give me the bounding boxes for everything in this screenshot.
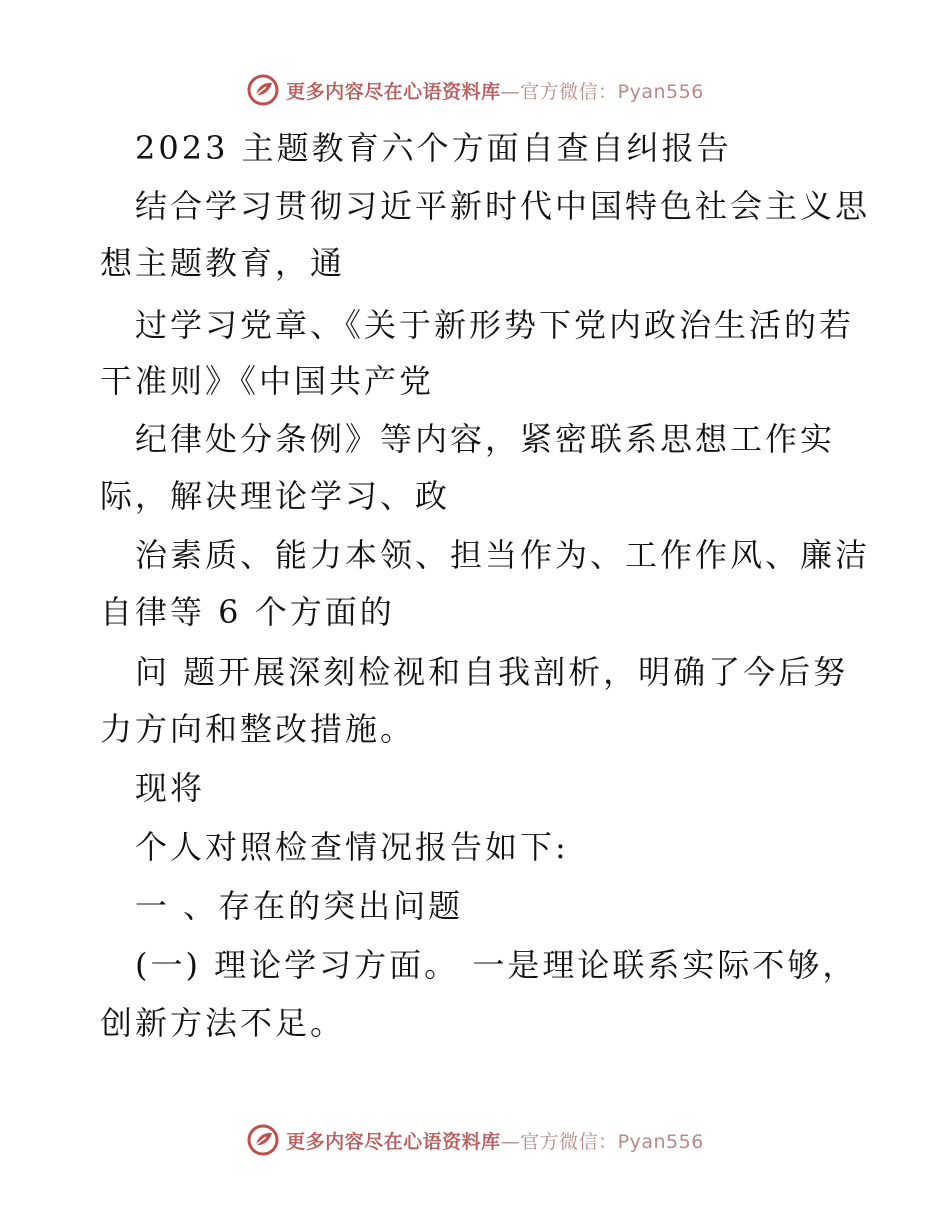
watermark-footer (0, 1120, 950, 1160)
paragraph-line: 干准则》《中国共产党 (100, 362, 435, 400)
paragraph-line: 结合学习贯彻习近平新时代中国特色社会主义思 (135, 187, 871, 225)
watermark-text: 更多内容尽在心语资料库—官方微信：Pyan556 (286, 80, 704, 103)
paragraph-line: 过学习党章、《关于新形势下党内政治生活的若 (135, 306, 855, 344)
section-heading: 一 、存在的突出问题 (135, 887, 464, 925)
leaf-logo-icon (246, 1123, 280, 1157)
paragraph-line: 际，解决理论学习、政 (100, 477, 451, 515)
paragraph-line: (一) 理论学习方面。 一是理论联系实际不够， (135, 946, 858, 984)
paragraph-line: 力方向和整改措施。 (100, 710, 416, 748)
watermark-text: 更多内容尽在心语资料库—官方微信：Pyan556 (286, 1130, 704, 1153)
paragraph-line: 治素质、能力本领、担当作为、工作作风、廉洁 (135, 536, 871, 574)
document-title: 2023 主题教育六个方面自查自纠报告 (135, 129, 732, 167)
paragraph-line: 创新方法不足。 (100, 1004, 346, 1042)
paragraph-line: 问 题开展深刻检视和自我剖析，明确了今后努 (135, 653, 849, 691)
paragraph-line: 纪律处分条例》等内容，紧密联系思想工作实 (135, 420, 836, 458)
paragraph-line: 自律等 6 个方面的 (100, 593, 395, 631)
paragraph-line: 现将 (135, 769, 206, 807)
paragraph-line: 想主题教育，通 (100, 244, 346, 282)
paragraph-line: 个人对照检查情况报告如下: (135, 828, 569, 866)
